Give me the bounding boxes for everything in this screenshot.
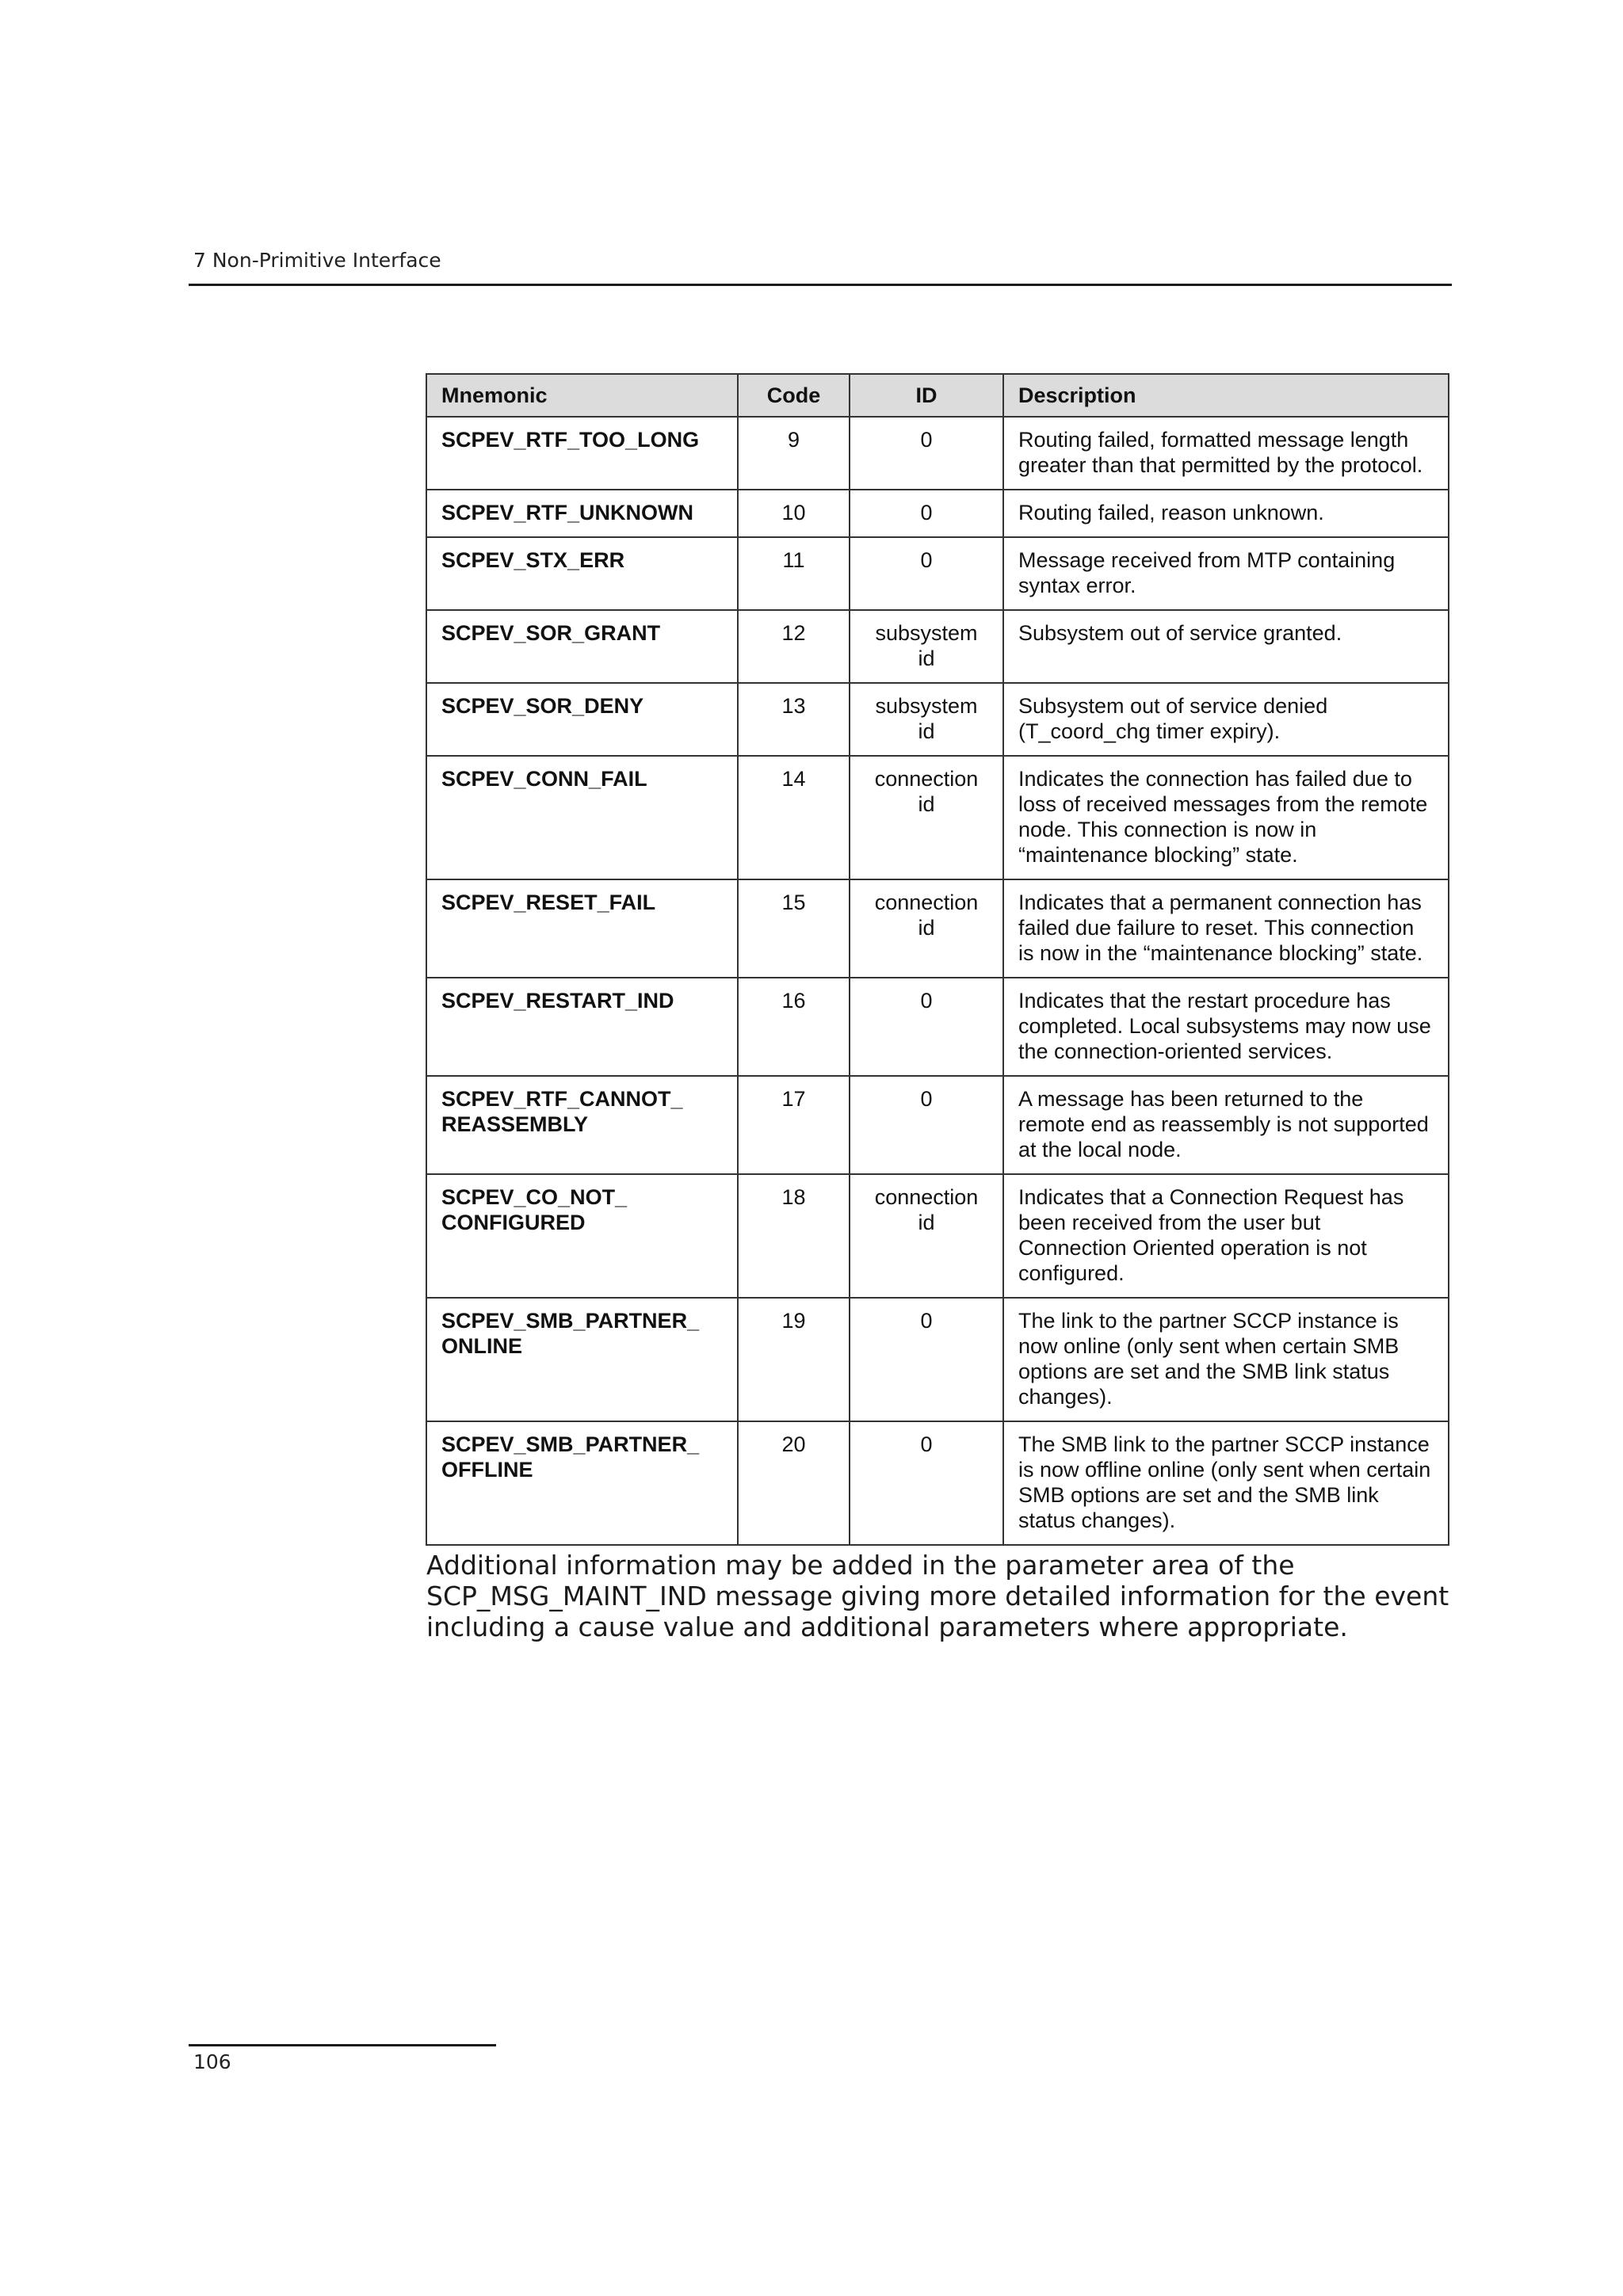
- table-row: [426, 683, 1449, 756]
- id-cell: connection id: [850, 756, 1003, 879]
- id-cell: subsystem id: [850, 610, 1003, 683]
- description-cell: Indicates that a permanent connection has failed due failure to reset. This connection is now in the “maintenance blocking” state.: [1003, 879, 1449, 978]
- description-cell: Message received from MTP containing syntax error.: [1003, 537, 1449, 610]
- code-cell: 10: [738, 490, 850, 537]
- page-number: 106: [193, 2050, 231, 2073]
- id-cell: 0: [850, 490, 1003, 537]
- description-cell: Routing failed, reason unknown.: [1003, 490, 1449, 537]
- table-row: [426, 610, 1449, 683]
- description-cell: Indicates the connection has failed due to loss of received messages from the remote node. This connection is now in “maintenance blocking” state.: [1003, 756, 1449, 879]
- table-row: [426, 978, 1449, 1076]
- mnemonic-cell: SCPEV_CONN_FAIL: [426, 756, 738, 879]
- description-cell: A message has been returned to the remote end as reassembly is not supported at the local node.: [1003, 1076, 1449, 1174]
- mnemonic-cell: SCPEV_SOR_DENY: [426, 683, 738, 756]
- column-header-id: ID: [850, 374, 1003, 417]
- id-cell: connection id: [850, 1174, 1003, 1298]
- code-cell: 20: [738, 1421, 850, 1545]
- running-header: 7 Non-Primitive Interface: [193, 249, 441, 272]
- mnemonic-cell: SCPEV_STX_ERR: [426, 537, 738, 610]
- mnemonic-cell: SCPEV_RESTART_IND: [426, 978, 738, 1076]
- footer-rule: [189, 2044, 496, 2046]
- column-header-code: Code: [738, 374, 850, 417]
- id-cell: subsystem id: [850, 683, 1003, 756]
- code-cell: 11: [738, 537, 850, 610]
- description-cell: Subsystem out of service granted.: [1003, 610, 1449, 683]
- mnemonic-cell: SCPEV_RTF_TOO_LONG: [426, 417, 738, 490]
- mnemonic-cell: SCPEV_SMB_PARTNER_ ONLINE: [426, 1298, 738, 1421]
- id-cell: 0: [850, 417, 1003, 490]
- table-body: [426, 417, 1449, 1545]
- id-cell: 0: [850, 537, 1003, 610]
- table-row: [426, 1421, 1449, 1545]
- mnemonic-cell: SCPEV_RESET_FAIL: [426, 879, 738, 978]
- description-cell: Indicates that the restart procedure has completed. Local subsystems may now use the connection-oriented services.: [1003, 978, 1449, 1076]
- table-row: [426, 537, 1449, 610]
- code-cell: 15: [738, 879, 850, 978]
- id-cell: 0: [850, 1298, 1003, 1421]
- code-cell: 16: [738, 978, 850, 1076]
- code-cell: 17: [738, 1076, 850, 1174]
- code-cell: 18: [738, 1174, 850, 1298]
- code-cell: 9: [738, 417, 850, 490]
- code-cell: 19: [738, 1298, 850, 1421]
- event-table: [426, 373, 1449, 1546]
- description-cell: Routing failed, formatted message length greater than that permitted by the protocol.: [1003, 417, 1449, 490]
- id-cell: 0: [850, 1076, 1003, 1174]
- id-cell: 0: [850, 1421, 1003, 1545]
- table-row: [426, 1076, 1449, 1174]
- table-header-row: [426, 374, 1449, 417]
- table-row: [426, 1298, 1449, 1421]
- table-row: [426, 879, 1449, 978]
- mnemonic-cell: SCPEV_SMB_PARTNER_ OFFLINE: [426, 1421, 738, 1545]
- table-row: [426, 490, 1449, 537]
- body-paragraph: Additional information may be added in the parameter area of the SCP_MSG_MAINT_IND message giving more detailed information for the event including a cause value and additional parameters where appropriate.: [426, 1550, 1449, 1642]
- table-row: [426, 417, 1449, 490]
- mnemonic-cell: SCPEV_SOR_GRANT: [426, 610, 738, 683]
- mnemonic-cell: SCPEV_RTF_UNKNOWN: [426, 490, 738, 537]
- id-cell: connection id: [850, 879, 1003, 978]
- id-cell: 0: [850, 978, 1003, 1076]
- header-rule: [189, 284, 1452, 286]
- description-cell: The SMB link to the partner SCCP instance is now offline online (only sent when certain SMB options are set and the SMB link status changes).: [1003, 1421, 1449, 1545]
- description-cell: Subsystem out of service denied (T_coord_chg timer expiry).: [1003, 683, 1449, 756]
- description-cell: Indicates that a Connection Request has been received from the user but Connection Oriented operation is not configured.: [1003, 1174, 1449, 1298]
- column-header-mnemonic: Mnemonic: [426, 374, 738, 417]
- table-row: [426, 756, 1449, 879]
- description-cell: The link to the partner SCCP instance is now online (only sent when certain SMB options are set and the SMB link status changes).: [1003, 1298, 1449, 1421]
- code-cell: 12: [738, 610, 850, 683]
- mnemonic-cell: SCPEV_CO_NOT_ CONFIGURED: [426, 1174, 738, 1298]
- column-header-description: Description: [1003, 374, 1449, 417]
- mnemonic-cell: SCPEV_RTF_CANNOT_ REASSEMBLY: [426, 1076, 738, 1174]
- table-row: [426, 1174, 1449, 1298]
- code-cell: 14: [738, 756, 850, 879]
- code-cell: 13: [738, 683, 850, 756]
